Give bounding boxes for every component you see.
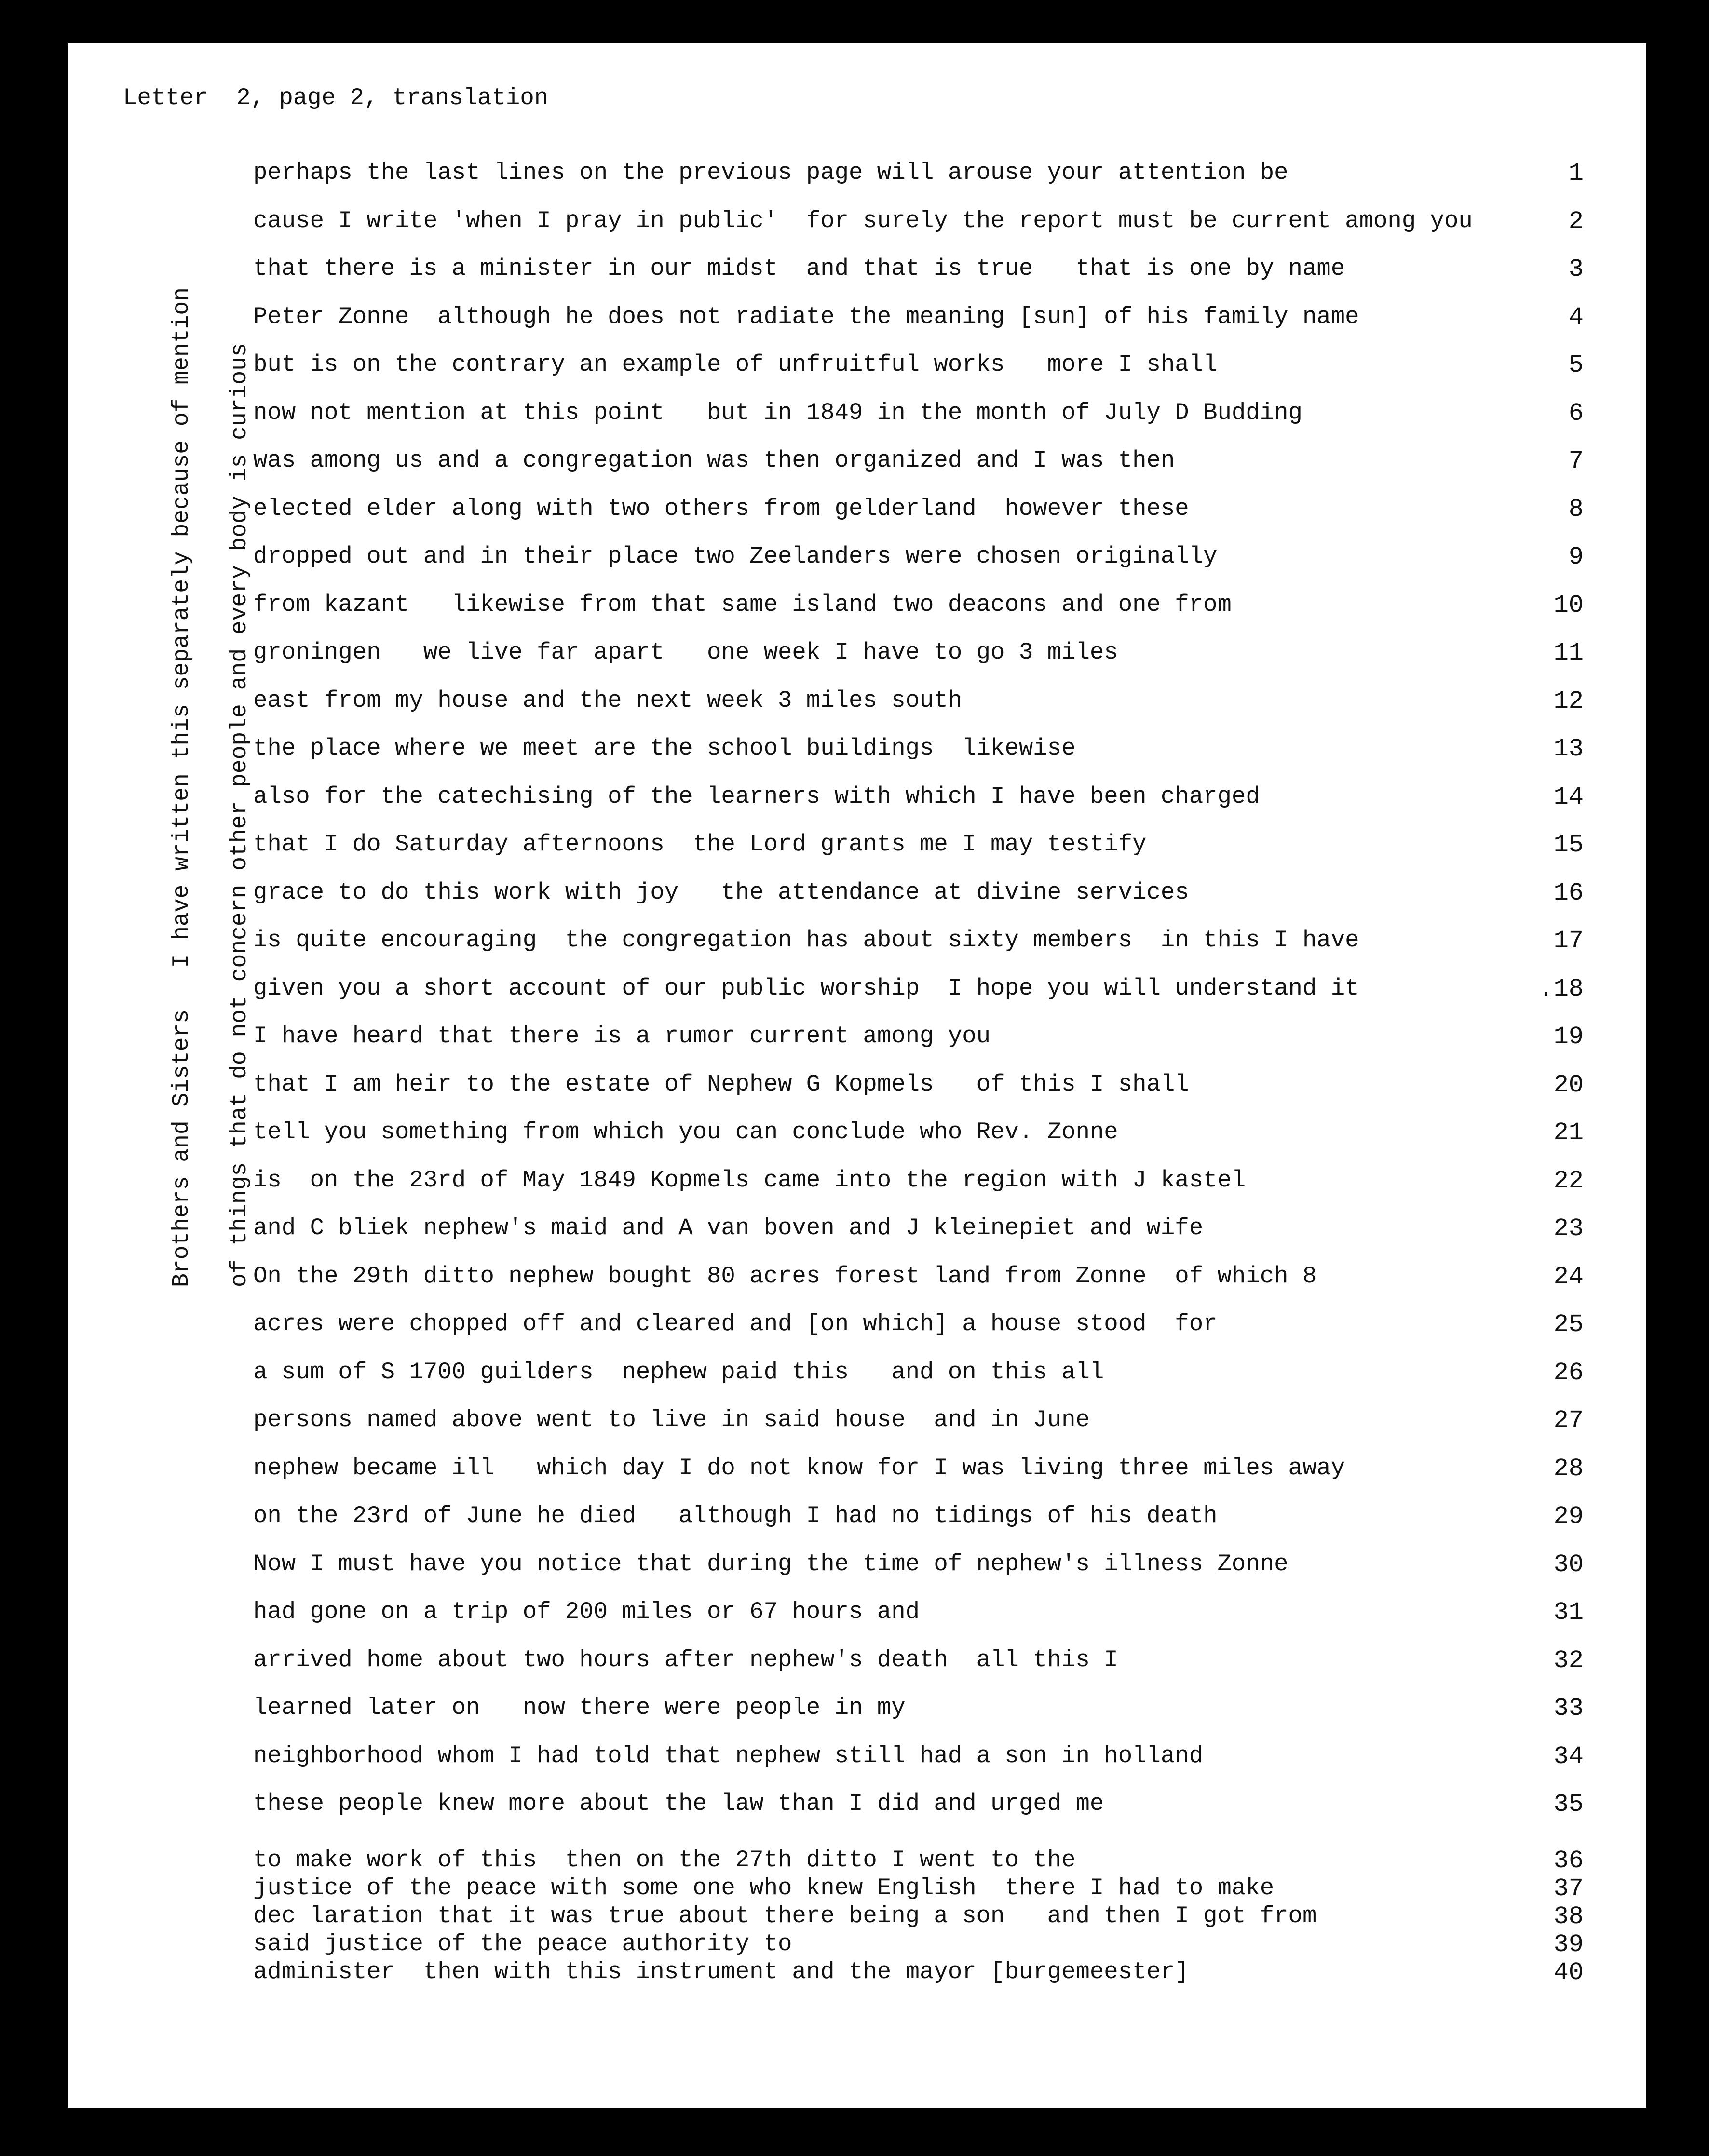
letter-line: learned later on now there were people in my xyxy=(253,1694,906,1721)
letter-line: the place where we meet are the school buildings likewise xyxy=(253,735,1076,762)
page-heading: Letter 2, page 2, translation xyxy=(123,84,549,111)
line-number: .18 xyxy=(1538,974,1584,1003)
letter-line: Now I must have you notice that during the time of nephew's illness Zonne xyxy=(253,1550,1289,1577)
letter-line: persons named above went to live in said house and in June xyxy=(253,1406,1090,1433)
line-number: 36 xyxy=(1553,1846,1584,1875)
letter-line: acres were chopped off and cleared and [on which] a house stood for xyxy=(253,1310,1218,1337)
line-number: 29 xyxy=(1553,1502,1584,1531)
line-number: 38 xyxy=(1553,1902,1584,1931)
letter-line: cause I write 'when I pray in public' for surely the report must be current among you xyxy=(253,207,1473,234)
line-number: 20 xyxy=(1553,1070,1584,1099)
letter-line: had gone on a trip of 200 miles or 67 hours and xyxy=(253,1598,920,1625)
letter-line: was among us and a congregation was then organized and I was then xyxy=(253,447,1175,474)
letter-line: groningen we live far apart one week I have to go 3 miles xyxy=(253,639,1118,666)
line-number: 4 xyxy=(1568,303,1584,332)
letter-line: is quite encouraging the congregation has about sixty members in this I have xyxy=(253,927,1359,954)
line-number: 30 xyxy=(1553,1550,1584,1579)
letter-line: now not mention at this point but in 1849 in the month of July D Budding xyxy=(253,399,1302,426)
letter-line: I have heard that there is a rumor current among you xyxy=(253,1023,991,1050)
line-number: 1 xyxy=(1568,159,1584,188)
letter-line: elected elder along with two others from gelderland however these xyxy=(253,495,1189,522)
letter-line: to make work of this then on the 27th ditto I went to the xyxy=(253,1846,1076,1873)
line-number: 21 xyxy=(1553,1118,1584,1147)
line-number: 35 xyxy=(1553,1790,1584,1819)
line-number: 33 xyxy=(1553,1694,1584,1723)
letter-line: grace to do this work with joy the attendance at divine services xyxy=(253,878,1189,906)
letter-line: also for the catechising of the learners with which I have been charged xyxy=(253,782,1260,810)
letter-line: Peter Zonne although he does not radiate the meaning [sun] of his family name xyxy=(253,303,1359,330)
letter-line: east from my house and the next week 3 miles south xyxy=(253,687,963,714)
letter-line: justice of the peace with some one who knew English there I had to make xyxy=(253,1874,1275,1901)
line-number: 3 xyxy=(1568,255,1584,283)
line-number: 5 xyxy=(1568,351,1584,379)
line-number: 40 xyxy=(1553,1958,1584,1987)
line-number: 16 xyxy=(1553,878,1584,907)
line-number: 23 xyxy=(1553,1214,1584,1243)
letter-line: dropped out and in their place two Zeelanders were chosen originally xyxy=(253,543,1218,570)
line-number: 14 xyxy=(1553,782,1584,811)
letter-line: and C bliek nephew's maid and A van boven and J kleinepiet and wife xyxy=(253,1214,1204,1241)
letter-line: a sum of S 1700 guilders nephew paid this and on this all xyxy=(253,1358,1104,1386)
line-number: 31 xyxy=(1553,1598,1584,1627)
letter-line: said justice of the peace authority to xyxy=(253,1930,792,1957)
line-number: 11 xyxy=(1553,639,1584,667)
line-number: 39 xyxy=(1553,1930,1584,1959)
line-number: 17 xyxy=(1553,927,1584,955)
letter-line: that I do Saturday afternoons the Lord grants me I may testify xyxy=(253,831,1147,858)
line-number: 9 xyxy=(1568,543,1584,571)
letter-line: given you a short account of our public worship I hope you will understand it xyxy=(253,974,1359,1002)
letter-line: nephew became ill which day I do not know for I was living three miles away xyxy=(253,1454,1345,1482)
line-number: 6 xyxy=(1568,399,1584,428)
margin-note-inner: of things that do not concern other people and every body is curious xyxy=(227,343,253,1287)
line-number: 7 xyxy=(1568,447,1584,475)
line-number: 2 xyxy=(1568,207,1584,236)
letter-line: but is on the contrary an example of unfruitful works more I shall xyxy=(253,351,1218,378)
letter-line: on the 23rd of June he died although I had no tidings of his death xyxy=(253,1502,1218,1529)
letter-line: neighborhood whom I had told that nephew still had a son in holland xyxy=(253,1742,1204,1769)
line-number: 27 xyxy=(1553,1406,1584,1435)
line-number: 37 xyxy=(1553,1874,1584,1903)
letter-line: from kazant likewise from that same island two deacons and one from xyxy=(253,591,1232,618)
line-number: 25 xyxy=(1553,1310,1584,1339)
line-number: 12 xyxy=(1553,687,1584,715)
line-number: 28 xyxy=(1553,1454,1584,1483)
line-number: 24 xyxy=(1553,1262,1584,1291)
margin-note-outer: Brothers and Sisters I have written this separately because of mention xyxy=(169,287,195,1287)
letter-line: tell you something from which you can conclude who Rev. Zonne xyxy=(253,1118,1118,1145)
letter-line: arrived home about two hours after nephew's death all this I xyxy=(253,1646,1118,1673)
line-number: 34 xyxy=(1553,1742,1584,1771)
line-number: 13 xyxy=(1553,735,1584,763)
letter-line: is on the 23rd of May 1849 Kopmels came into the region with J kastel xyxy=(253,1166,1246,1194)
letter-line: these people knew more about the law than I did and urged me xyxy=(253,1790,1104,1817)
line-number: 19 xyxy=(1553,1023,1584,1051)
letter-line: that there is a minister in our midst and that is true that is one by name xyxy=(253,255,1345,282)
line-number: 22 xyxy=(1553,1166,1584,1195)
line-number: 32 xyxy=(1553,1646,1584,1675)
line-number: 26 xyxy=(1553,1358,1584,1387)
letter-line: dec laration that it was true about there being a son and then I got from xyxy=(253,1902,1317,1929)
line-number: 8 xyxy=(1568,495,1584,524)
letter-line: administer then with this instrument and the mayor [burgemeester] xyxy=(253,1958,1189,1985)
line-number: 15 xyxy=(1553,831,1584,859)
line-number: 10 xyxy=(1553,591,1584,620)
letter-line: perhaps the last lines on the previous page will arouse your attention be xyxy=(253,159,1289,186)
letter-line: that I am heir to the estate of Nephew G Kopmels of this I shall xyxy=(253,1070,1189,1098)
letter-line: On the 29th ditto nephew bought 80 acres forest land from Zonne of which 8 xyxy=(253,1262,1317,1290)
